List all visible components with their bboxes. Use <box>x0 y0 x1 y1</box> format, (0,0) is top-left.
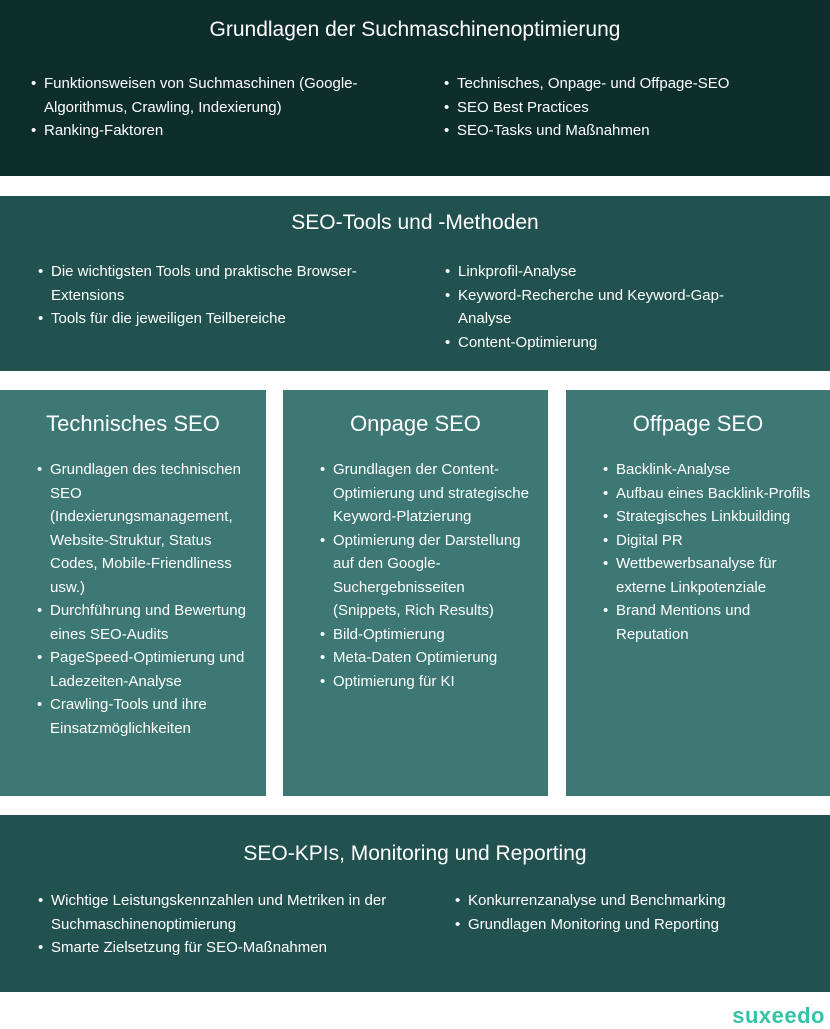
list-item: • Funktionsweisen von Suchmaschinen (Google-Algorithmus, Crawling, Indexierung) <box>28 72 410 119</box>
block-tools-left-list <box>35 260 410 331</box>
list-item: • Technisches, Onpage- und Offpage-SEO <box>441 72 811 96</box>
block-kpis-left-list <box>35 889 420 960</box>
list-item: • Keyword-Recherche und Keyword-Gap-Analyse <box>442 284 777 331</box>
block-grundlagen-left-list <box>28 72 410 143</box>
block-tools-title: SEO-Tools und -Methoden <box>291 211 539 234</box>
list-item: • Bild-Optimierung <box>317 623 531 647</box>
list-item: • Linkprofil-Analyse <box>442 260 777 284</box>
list-item: • Brand Mentions und Reputation <box>600 599 815 646</box>
list-item: • Durchführung und Bewertung eines SEO-Audits <box>34 599 248 646</box>
block-offpage-title: Offpage SEO <box>632 411 764 436</box>
list-item: • Grundlagen der Content-Optimierung und strategische Keyword-Platzierung <box>317 458 531 529</box>
list-item: • Smarte Zielsetzung für SEO-Maßnahmen <box>35 936 420 960</box>
list-item: • Aufbau eines Backlink-Profils <box>600 482 815 506</box>
block-onpage-list <box>317 458 531 693</box>
block-technisch <box>0 390 266 796</box>
list-item: • SEO Best Practices <box>441 96 811 120</box>
list-item: • Die wichtigsten Tools und praktische Browser-Extensions <box>35 260 410 307</box>
block-onpage <box>283 390 548 796</box>
suxeedo-logo: suxeedo <box>732 1003 825 1028</box>
list-item: • Ranking-Faktoren <box>28 119 410 143</box>
block-offpage-list <box>600 458 815 646</box>
list-item: • Digital PR <box>600 529 815 553</box>
block-onpage-title: Onpage SEO <box>350 411 481 436</box>
block-grundlagen-title: Grundlagen der Suchmaschinenoptimierung <box>209 18 621 41</box>
block-offpage <box>566 390 830 796</box>
block-kpis-right-list <box>452 889 812 936</box>
list-item: • Tools für die jeweiligen Teilbereiche <box>35 307 410 331</box>
list-item: • Optimierung für KI <box>317 670 531 694</box>
block-technisch-list <box>34 458 248 740</box>
list-item: • Crawling-Tools und ihre Einsatzmöglichkeiten <box>34 693 248 740</box>
block-kpis-title: SEO-KPIs, Monitoring und Reporting <box>243 842 587 865</box>
list-item: • Backlink-Analyse <box>600 458 815 482</box>
list-item: • SEO-Tasks und Maßnahmen <box>441 119 811 143</box>
list-item: • Strategisches Linkbuilding <box>600 505 815 529</box>
block-grundlagen-right-list <box>441 72 811 143</box>
list-item: • Optimierung der Darstellung auf den Google-Suchergebnisseiten (Snippets, Rich Results) <box>317 529 531 623</box>
list-item: • Grundlagen Monitoring und Reporting <box>452 913 812 937</box>
list-item: • Meta-Daten Optimierung <box>317 646 531 670</box>
list-item: • Konkurrenzanalyse und Benchmarking <box>452 889 812 913</box>
block-tools-right-list <box>442 260 777 354</box>
list-item: • PageSpeed-Optimierung und Ladezeiten-Analyse <box>34 646 248 693</box>
list-item: • Wichtige Leistungskennzahlen und Metriken in der Suchmaschinenoptimierung <box>35 889 420 936</box>
list-item: • Content-Optimierung <box>442 331 777 355</box>
list-item: • Grundlagen des technischen SEO (Indexierungsmanagement, Website-Struktur, Status Codes, Mobile-Friendliness usw.) <box>34 458 248 599</box>
block-technisch-title: Technisches SEO <box>46 411 220 436</box>
list-item: • Wettbewerbsanalyse für externe Linkpotenziale <box>600 552 815 599</box>
